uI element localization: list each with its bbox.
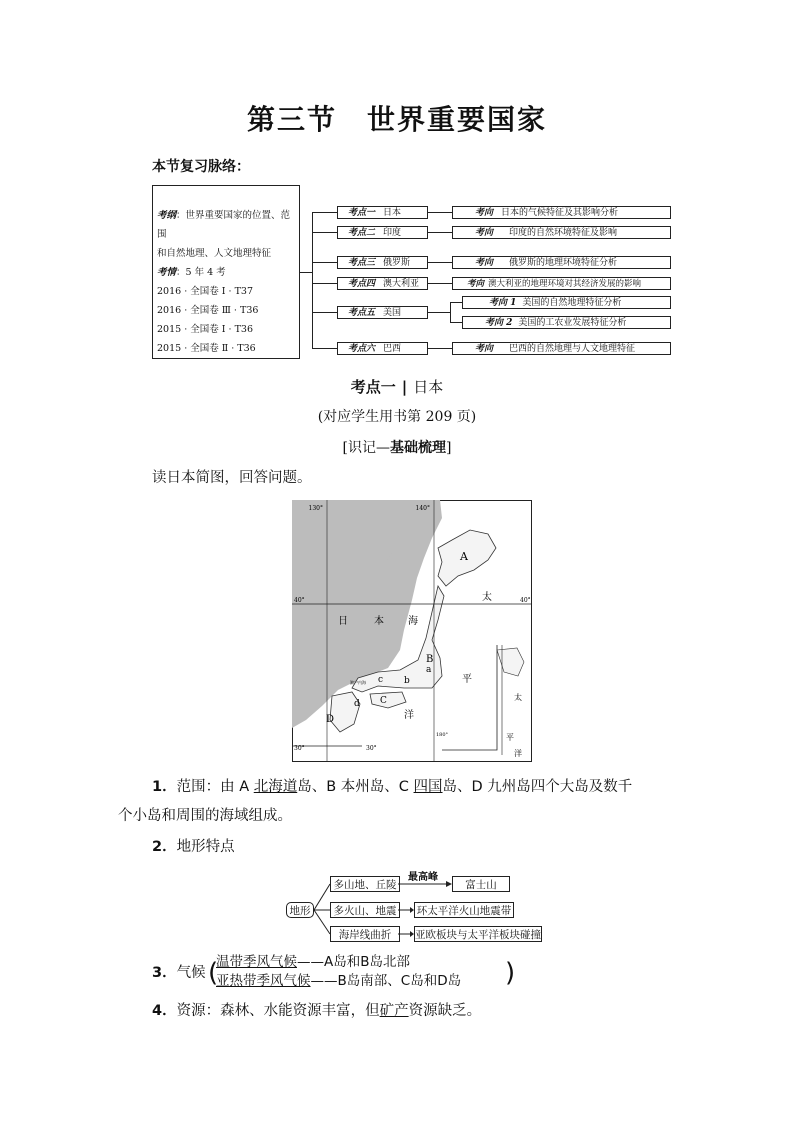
- sea-char: 海: [408, 616, 418, 627]
- title-part1: 第三节: [246, 103, 337, 136]
- item-4: 4．资源：森林、水能资源丰富，但矿产资源缺乏。: [152, 1003, 482, 1019]
- item-1-line1: 1．范围：由 A 北海道岛、B 本州岛、C 四国岛、D 九州岛四个大岛及数千: [152, 779, 633, 795]
- kaoxiang-box: 考向 巴西的自然地理与人文地理特征: [452, 342, 671, 355]
- kaodian-box: 考点一 日本: [337, 206, 428, 219]
- label-a: a: [426, 665, 432, 675]
- terrain-root: 地形: [286, 902, 314, 918]
- section-heading: 考点一 | 日本: [350, 378, 444, 396]
- syllabus-line: 2015 · 全国卷 Ⅰ · T36: [157, 324, 253, 335]
- kaoxiang-box: 考向 俄罗斯的地理环境特征分析: [452, 256, 671, 269]
- sea-char: 日: [338, 616, 348, 627]
- outline-syllabus-box: [152, 185, 300, 359]
- label-B: B: [426, 654, 434, 665]
- terrain-left-box: 海岸线曲折: [330, 926, 400, 942]
- syllabus-line: 2016 · 全国卷 Ⅰ · T37: [157, 286, 253, 297]
- label-b: b: [404, 676, 410, 686]
- syllabus-line: 2016 · 全国卷 Ⅲ · T36: [157, 305, 259, 316]
- ocean-char: 洋: [514, 749, 522, 758]
- label-D: D: [326, 714, 335, 725]
- lat-label: 30°: [294, 745, 305, 752]
- climate-line-1: 温带季风气候——A岛和B岛北部: [216, 954, 410, 970]
- terrain-right-box: 富士山: [452, 876, 510, 892]
- item-1-line2: 个小岛和周围的海域组成。: [118, 808, 292, 824]
- ocean-char: 平: [506, 733, 514, 742]
- syllabus-line: 考纲：世界重要国家的位置、范围: [157, 210, 291, 240]
- kaodian-box: 考点五 美国: [337, 306, 428, 319]
- item-2: 2．地形特点: [152, 839, 235, 855]
- kaodian-box: 考点二 印度: [337, 226, 428, 239]
- syllabus-line: 和自然地理、人文地理特征: [157, 248, 272, 259]
- lon-label: 130°: [308, 505, 323, 512]
- kaodian-box: 考点三 俄罗斯: [337, 256, 428, 269]
- ocean-char: 太: [482, 592, 492, 603]
- terrain-arrow-label: 最高峰: [408, 872, 438, 883]
- syllabus-line: 考情：5 年 4 考: [157, 267, 226, 278]
- label-C: C: [380, 696, 387, 706]
- title-part2: 世界重要国家: [367, 103, 548, 136]
- lon-label: 140°: [415, 505, 430, 512]
- kaodian-box: 考点四 澳大利亚: [337, 277, 428, 290]
- syllabus-line: 2015 · 全国卷 Ⅱ · T36: [157, 343, 256, 354]
- brace-right: ): [505, 958, 516, 988]
- climate-line-2: 亚热带季风气候——B岛南部、C岛和D岛: [216, 973, 462, 989]
- terrain-right-box: 环太平洋火山地震带: [414, 902, 514, 918]
- kaodian-box: 考点六 巴西: [337, 342, 428, 355]
- lon-label: 180°: [436, 732, 449, 738]
- lat-label: 40°: [294, 597, 305, 604]
- label-c: c: [378, 675, 384, 685]
- outline-label: 本节复习脉络：: [152, 159, 250, 175]
- label-d: d: [354, 699, 360, 709]
- map-instruction: 读日本简图，回答问题。: [152, 470, 312, 486]
- kaoxiang-box: 考向 印度的自然环境特征及影响: [452, 226, 671, 239]
- japan-map: [292, 500, 532, 762]
- inland-sea-label: 濑户内海: [350, 680, 366, 685]
- ocean-char: 洋: [404, 710, 414, 721]
- kaoxiang-box: 考向 澳大利亚的地理环境对其经济发展的影响: [452, 277, 671, 290]
- kaoxiang-box: 考向 2 美国的工农业发展特征分析: [462, 316, 671, 329]
- lat-label: 40°: [520, 597, 531, 604]
- ocean-char: 平: [462, 674, 472, 685]
- sea-char: 本: [374, 616, 384, 627]
- terrain-left-box: 多山地、丘陵: [330, 876, 400, 892]
- brace-left: (: [208, 958, 219, 988]
- lat-label: 30°: [366, 745, 377, 752]
- item-3-label: 3．气候: [152, 965, 206, 981]
- page-title: [0, 98, 794, 138]
- label-A: A: [460, 550, 468, 563]
- kaoxiang-box: 考向 1 美国的自然地理特征分析: [462, 296, 671, 309]
- terrain-right-box: 亚欧板块与太平洋板块碰撞: [414, 926, 542, 942]
- subheading: [识记—基础梳理]: [342, 440, 452, 456]
- ocean-char: 太: [514, 693, 522, 702]
- terrain-left-box: 多火山、地震: [330, 902, 400, 918]
- book-reference: (对应学生用书第 209 页): [317, 409, 477, 425]
- kaoxiang-box: 考向 日本的气候特征及其影响分析: [452, 206, 671, 219]
